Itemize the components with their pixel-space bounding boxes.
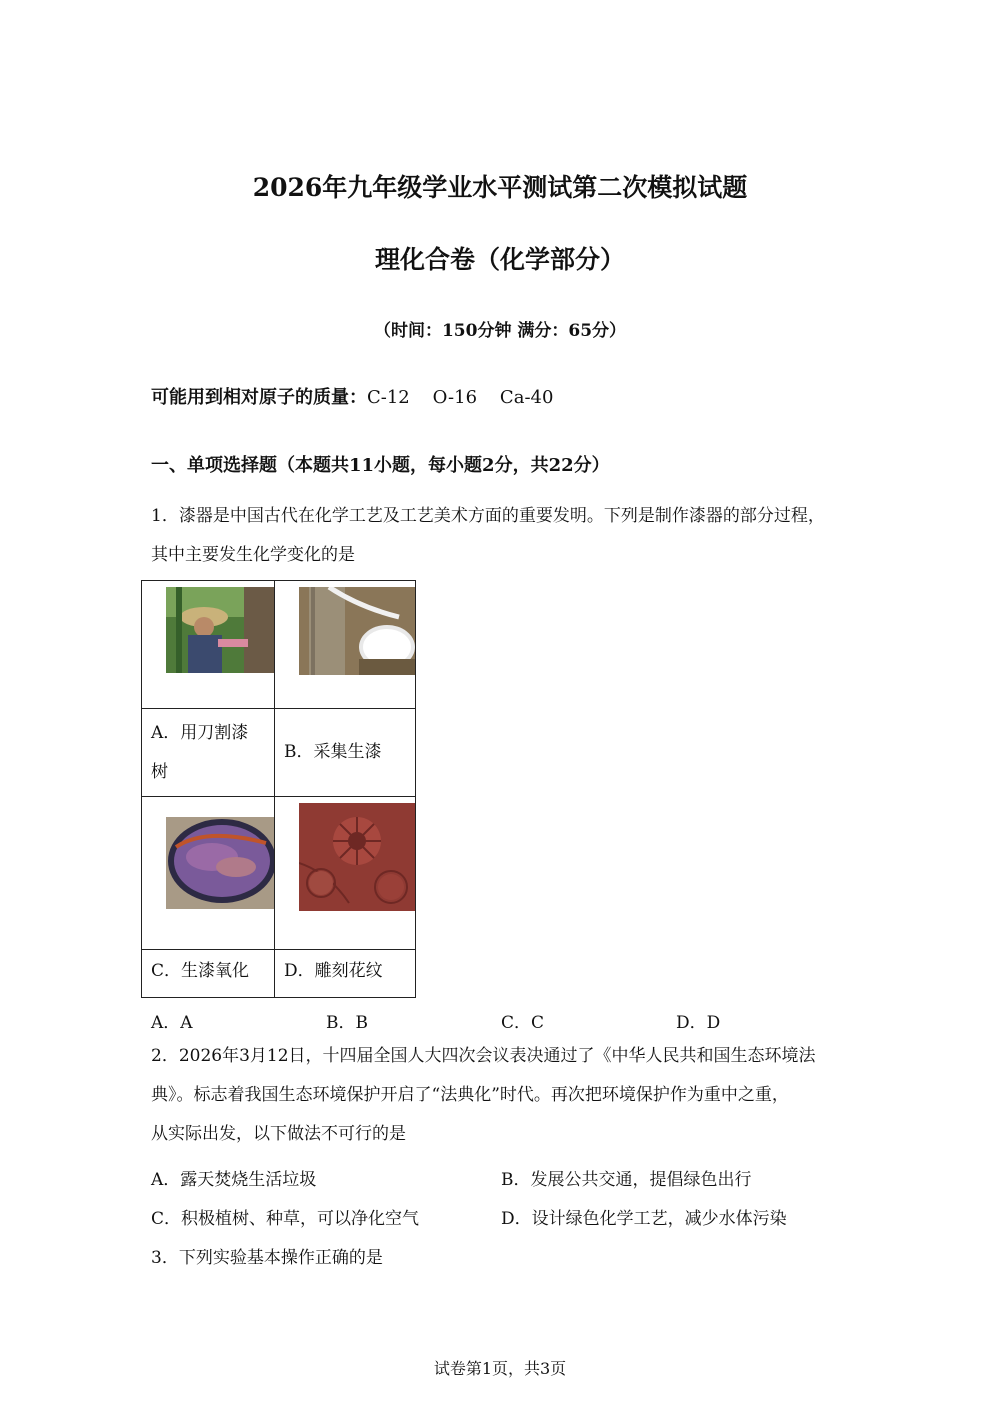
image-cutting-lacquer-tree: [166, 587, 274, 673]
cell-c-image: [142, 797, 275, 950]
atomic-mass-values: C-12 O-16 Ca-40: [367, 387, 554, 408]
cell-b-image: [275, 581, 416, 709]
question-1-line-1: 1．漆器是中国古代在化学工艺及工艺美术方面的重要发明。下列是制作漆器的部分过程，: [151, 506, 825, 526]
page-footer: 试卷第1页，共3页: [433, 1359, 567, 1378]
exam-title: 2026年九年级学业水平测试第二次模拟试题: [252, 173, 748, 202]
q1-option-a: A．A: [151, 1013, 193, 1033]
question-2-line-3: 从实际出发，以下做法不可行的是: [151, 1124, 406, 1144]
atomic-mass-line: [151, 383, 553, 409]
q1-option-b: B．B: [326, 1013, 368, 1033]
q2-option-d: D．设计绿色化学工艺，减少水体污染: [501, 1209, 787, 1229]
option-a-label-line-2: 树: [151, 762, 168, 782]
question-2-line-2: 典》。标志着我国生态环境保护开启了“法典化”时代。再次把环境保护作为重中之重，: [151, 1085, 789, 1105]
exam-subtitle: 理化合卷（化学部分）: [374, 245, 625, 274]
question-1-text: [151, 497, 851, 575]
cell-c-label: [142, 950, 275, 998]
question-2-line-1: 2．2026年3月12日，十四届全国人大四次会议表决通过了《中华人民共和国生态环境法: [151, 1046, 816, 1066]
q1-option-d: D．D: [676, 1013, 721, 1033]
question-2-text: [151, 1037, 851, 1154]
cell-d-image: [275, 797, 416, 950]
question-1-line-2: 其中主要发生化学变化的是: [151, 545, 355, 565]
cell-a-image: [142, 581, 275, 709]
image-carved-pattern: [299, 803, 415, 911]
q2-option-b: B．发展公共交通，提倡绿色出行: [501, 1170, 752, 1190]
question-1-image-table: [141, 580, 416, 998]
atomic-mass-label: 可能用到相对原子的质量：: [151, 387, 367, 408]
option-a-label-line-1: A．用刀割漆: [151, 723, 249, 743]
image-collecting-raw-lacquer: [299, 587, 415, 675]
cell-a-label: [142, 709, 275, 797]
option-d-label: D．雕刻花纹: [284, 961, 383, 981]
q2-option-a: A．露天焚烧生活垃圾: [151, 1170, 317, 1190]
time-info: （时间：150分钟 满分：65分）: [373, 321, 627, 341]
cell-d-label: [275, 950, 416, 998]
image-lacquer-oxidation: [166, 817, 274, 909]
option-b-label: B．采集生漆: [284, 742, 382, 762]
section-title: 一、单项选择题（本题共11小题，每小题2分，共22分）: [151, 455, 610, 476]
q1-option-c: C．C: [501, 1013, 545, 1033]
q2-option-c: C．积极植树、种草，可以净化空气: [151, 1209, 420, 1229]
cell-b-label: [275, 709, 416, 797]
question-3-text: 3．下列实验基本操作正确的是: [151, 1248, 383, 1268]
option-c-label: C．生漆氧化: [151, 961, 250, 981]
